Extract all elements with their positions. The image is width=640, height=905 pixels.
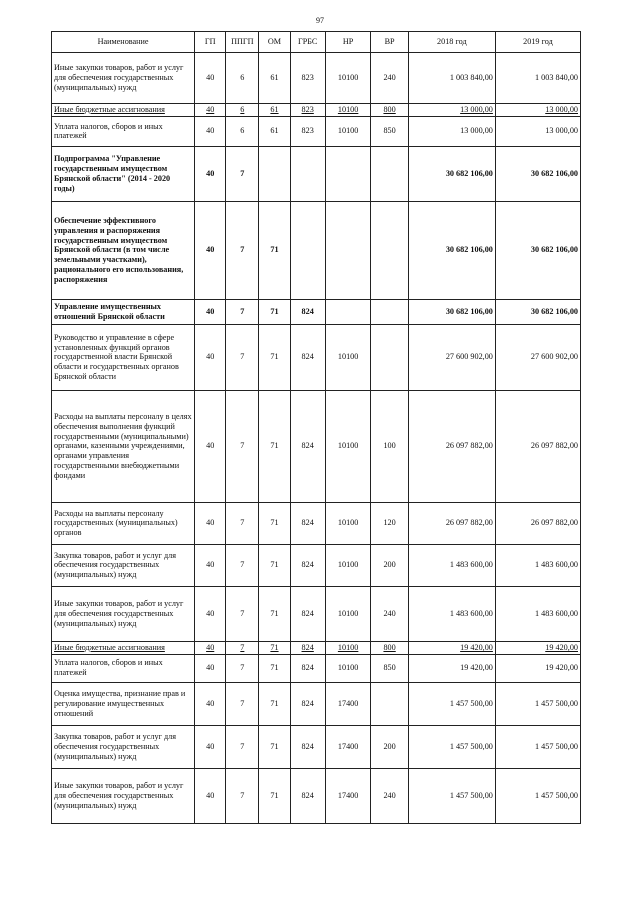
- row-np: 17400: [325, 725, 371, 768]
- row-name: Расходы на выплаты персоналу государственных (муниципальных) органов: [52, 502, 195, 544]
- row-vr: 850: [371, 654, 408, 682]
- table-row: [52, 654, 581, 682]
- table-row: [52, 768, 581, 823]
- row-om: 61: [259, 53, 290, 104]
- row-np: 10100: [325, 544, 371, 586]
- row-2018: 13 000,00: [408, 104, 495, 117]
- row-2019: 19 420,00: [495, 641, 580, 654]
- row-gp: 40: [195, 116, 226, 146]
- row-om: 71: [259, 768, 290, 823]
- row-2019: 26 097 882,00: [495, 502, 580, 544]
- table-row: [52, 53, 581, 104]
- row-np: [325, 299, 371, 324]
- header-om: ОМ: [259, 32, 290, 53]
- table-row: [52, 201, 581, 299]
- row-2019: 1 003 840,00: [495, 53, 580, 104]
- row-name: Иные закупки товаров, работ и услуг для обеспечения государственных (муниципальных) нужд: [52, 586, 195, 641]
- row-vr: 240: [371, 586, 408, 641]
- row-vr: [371, 201, 408, 299]
- row-ppgp: 7: [226, 390, 259, 502]
- row-ppgp: 7: [226, 586, 259, 641]
- row-ppgp: 7: [226, 502, 259, 544]
- header-np: НР: [325, 32, 371, 53]
- row-gp: 40: [195, 768, 226, 823]
- row-vr: 800: [371, 641, 408, 654]
- row-grbs: 824: [290, 641, 325, 654]
- row-np: 17400: [325, 768, 371, 823]
- row-name: Иные бюджетные ассигнования: [52, 641, 195, 654]
- row-grbs: 824: [290, 390, 325, 502]
- row-om: 71: [259, 544, 290, 586]
- row-2018: 26 097 882,00: [408, 502, 495, 544]
- row-name: Иные закупки товаров, работ и услуг для обеспечения государственных (муниципальных) нужд: [52, 53, 195, 104]
- row-vr: [371, 324, 408, 390]
- row-grbs: 824: [290, 299, 325, 324]
- row-om: 71: [259, 654, 290, 682]
- row-name: Обеспечение эффективного управления и распоряжения государственным имуществом Брянской области (в том числе земельными участками), рационального его использования, распоряжения: [52, 201, 195, 299]
- row-vr: 240: [371, 53, 408, 104]
- row-gp: 40: [195, 324, 226, 390]
- header-vr: ВР: [371, 32, 408, 53]
- row-name: Закупка товаров, работ и услуг для обеспечения государственных (муниципальных) нужд: [52, 544, 195, 586]
- header-row: [52, 32, 581, 53]
- row-2019: 30 682 106,00: [495, 201, 580, 299]
- row-ppgp: 7: [226, 682, 259, 725]
- row-gp: 40: [195, 104, 226, 117]
- row-np: [325, 146, 371, 201]
- row-2018: 13 000,00: [408, 116, 495, 146]
- row-name: Оценка имущества, признание прав и регулирование имущественных отношений: [52, 682, 195, 725]
- row-grbs: 823: [290, 104, 325, 117]
- row-vr: [371, 146, 408, 201]
- row-grbs: 823: [290, 53, 325, 104]
- row-name: Иные бюджетные ассигнования: [52, 104, 195, 117]
- row-ppgp: 7: [226, 146, 259, 201]
- table-row: [52, 682, 581, 725]
- row-ppgp: 7: [226, 654, 259, 682]
- row-2019: 1 483 600,00: [495, 544, 580, 586]
- header-2018: 2018 год: [408, 32, 495, 53]
- row-om: 71: [259, 725, 290, 768]
- row-gp: 40: [195, 299, 226, 324]
- row-2019: 26 097 882,00: [495, 390, 580, 502]
- header-grbs: ГРБС: [290, 32, 325, 53]
- row-ppgp: 7: [226, 768, 259, 823]
- row-np: 10100: [325, 390, 371, 502]
- row-np: 10100: [325, 324, 371, 390]
- row-grbs: 823: [290, 116, 325, 146]
- row-2019: 1 457 500,00: [495, 725, 580, 768]
- row-ppgp: 7: [226, 725, 259, 768]
- row-np: 10100: [325, 502, 371, 544]
- row-np: [325, 201, 371, 299]
- row-2018: 30 682 106,00: [408, 299, 495, 324]
- row-vr: 800: [371, 104, 408, 117]
- row-vr: 100: [371, 390, 408, 502]
- row-np: 10100: [325, 586, 371, 641]
- row-np: 10100: [325, 641, 371, 654]
- header-name: Наименование: [52, 32, 195, 53]
- budget-table: [51, 31, 581, 824]
- row-grbs: 824: [290, 654, 325, 682]
- row-2018: 19 420,00: [408, 641, 495, 654]
- row-gp: 40: [195, 201, 226, 299]
- row-gp: 40: [195, 390, 226, 502]
- row-2018: 1 483 600,00: [408, 544, 495, 586]
- row-name: Закупка товаров, работ и услуг для обеспечения государственных (муниципальных) нужд: [52, 725, 195, 768]
- row-gp: 40: [195, 641, 226, 654]
- row-ppgp: 7: [226, 324, 259, 390]
- row-2019: 1 457 500,00: [495, 682, 580, 725]
- table-row: [52, 146, 581, 201]
- row-ppgp: 7: [226, 201, 259, 299]
- header-2019: 2019 год: [495, 32, 580, 53]
- row-gp: 40: [195, 53, 226, 104]
- row-name: Уплата налогов, сборов и иных платежей: [52, 654, 195, 682]
- table-row: [52, 299, 581, 324]
- row-gp: 40: [195, 146, 226, 201]
- table-row: [52, 116, 581, 146]
- row-name: Управление имущественных отношений Брянской области: [52, 299, 195, 324]
- row-ppgp: 6: [226, 53, 259, 104]
- table-row: [52, 586, 581, 641]
- table-row: [52, 641, 581, 654]
- header-gp: ГП: [195, 32, 226, 53]
- row-name: Расходы на выплаты персоналу в целях обеспечения выполнения функций государственными (муниципальными) органами, казенными учреждениями, органами управления государственными внебюджетными фондами: [52, 390, 195, 502]
- row-2019: 13 000,00: [495, 104, 580, 117]
- row-2018: 1 457 500,00: [408, 725, 495, 768]
- row-2019: 30 682 106,00: [495, 299, 580, 324]
- header-ppgp: ППГП: [226, 32, 259, 53]
- row-om: 71: [259, 201, 290, 299]
- table-row: [52, 390, 581, 502]
- row-np: 10100: [325, 104, 371, 117]
- row-om: 71: [259, 502, 290, 544]
- row-name: Подпрограмма "Управление государственным имуществом Брянской области" (2014 - 2020 годы): [52, 146, 195, 201]
- row-np: 10100: [325, 654, 371, 682]
- row-om: 71: [259, 299, 290, 324]
- row-np: 10100: [325, 53, 371, 104]
- row-vr: 240: [371, 768, 408, 823]
- row-2018: 26 097 882,00: [408, 390, 495, 502]
- row-2018: 1 457 500,00: [408, 768, 495, 823]
- row-grbs: 824: [290, 544, 325, 586]
- row-2019: 1 457 500,00: [495, 768, 580, 823]
- row-gp: 40: [195, 586, 226, 641]
- row-ppgp: 7: [226, 544, 259, 586]
- row-2019: 27 600 902,00: [495, 324, 580, 390]
- row-grbs: [290, 201, 325, 299]
- row-name: Иные закупки товаров, работ и услуг для обеспечения государственных (муниципальных) нужд: [52, 768, 195, 823]
- row-om: 71: [259, 682, 290, 725]
- row-grbs: 824: [290, 725, 325, 768]
- row-grbs: 824: [290, 324, 325, 390]
- row-om: 71: [259, 586, 290, 641]
- row-ppgp: 6: [226, 116, 259, 146]
- row-om: 61: [259, 104, 290, 117]
- row-gp: 40: [195, 725, 226, 768]
- row-vr: 120: [371, 502, 408, 544]
- table-row: [52, 104, 581, 117]
- row-name: Руководство и управление в сфере установленных функций органов государственной власти Брянской области и государственных органов Брянской области: [52, 324, 195, 390]
- row-ppgp: 7: [226, 299, 259, 324]
- row-om: 71: [259, 641, 290, 654]
- page-number: 97: [316, 16, 324, 25]
- table-row: [52, 502, 581, 544]
- row-2018: 1 457 500,00: [408, 682, 495, 725]
- row-ppgp: 7: [226, 641, 259, 654]
- row-grbs: [290, 146, 325, 201]
- row-om: [259, 146, 290, 201]
- row-grbs: 824: [290, 502, 325, 544]
- row-grbs: 824: [290, 586, 325, 641]
- row-2019: 1 483 600,00: [495, 586, 580, 641]
- row-gp: 40: [195, 544, 226, 586]
- row-2019: 19 420,00: [495, 654, 580, 682]
- row-gp: 40: [195, 654, 226, 682]
- row-grbs: 824: [290, 768, 325, 823]
- row-vr: 850: [371, 116, 408, 146]
- row-vr: [371, 299, 408, 324]
- row-2018: 30 682 106,00: [408, 146, 495, 201]
- table-row: [52, 544, 581, 586]
- row-om: 71: [259, 390, 290, 502]
- row-2018: 19 420,00: [408, 654, 495, 682]
- row-gp: 40: [195, 682, 226, 725]
- row-np: 17400: [325, 682, 371, 725]
- row-gp: 40: [195, 502, 226, 544]
- row-grbs: 824: [290, 682, 325, 725]
- row-2019: 13 000,00: [495, 116, 580, 146]
- row-ppgp: 6: [226, 104, 259, 117]
- table-row: [52, 725, 581, 768]
- row-2018: 30 682 106,00: [408, 201, 495, 299]
- row-2018: 1 003 840,00: [408, 53, 495, 104]
- row-vr: [371, 682, 408, 725]
- row-name: Уплата налогов, сборов и иных платежей: [52, 116, 195, 146]
- row-vr: 200: [371, 725, 408, 768]
- table-row: [52, 324, 581, 390]
- row-vr: 200: [371, 544, 408, 586]
- row-2018: 1 483 600,00: [408, 586, 495, 641]
- row-om: 71: [259, 324, 290, 390]
- row-2019: 30 682 106,00: [495, 146, 580, 201]
- row-2018: 27 600 902,00: [408, 324, 495, 390]
- row-om: 61: [259, 116, 290, 146]
- row-np: 10100: [325, 116, 371, 146]
